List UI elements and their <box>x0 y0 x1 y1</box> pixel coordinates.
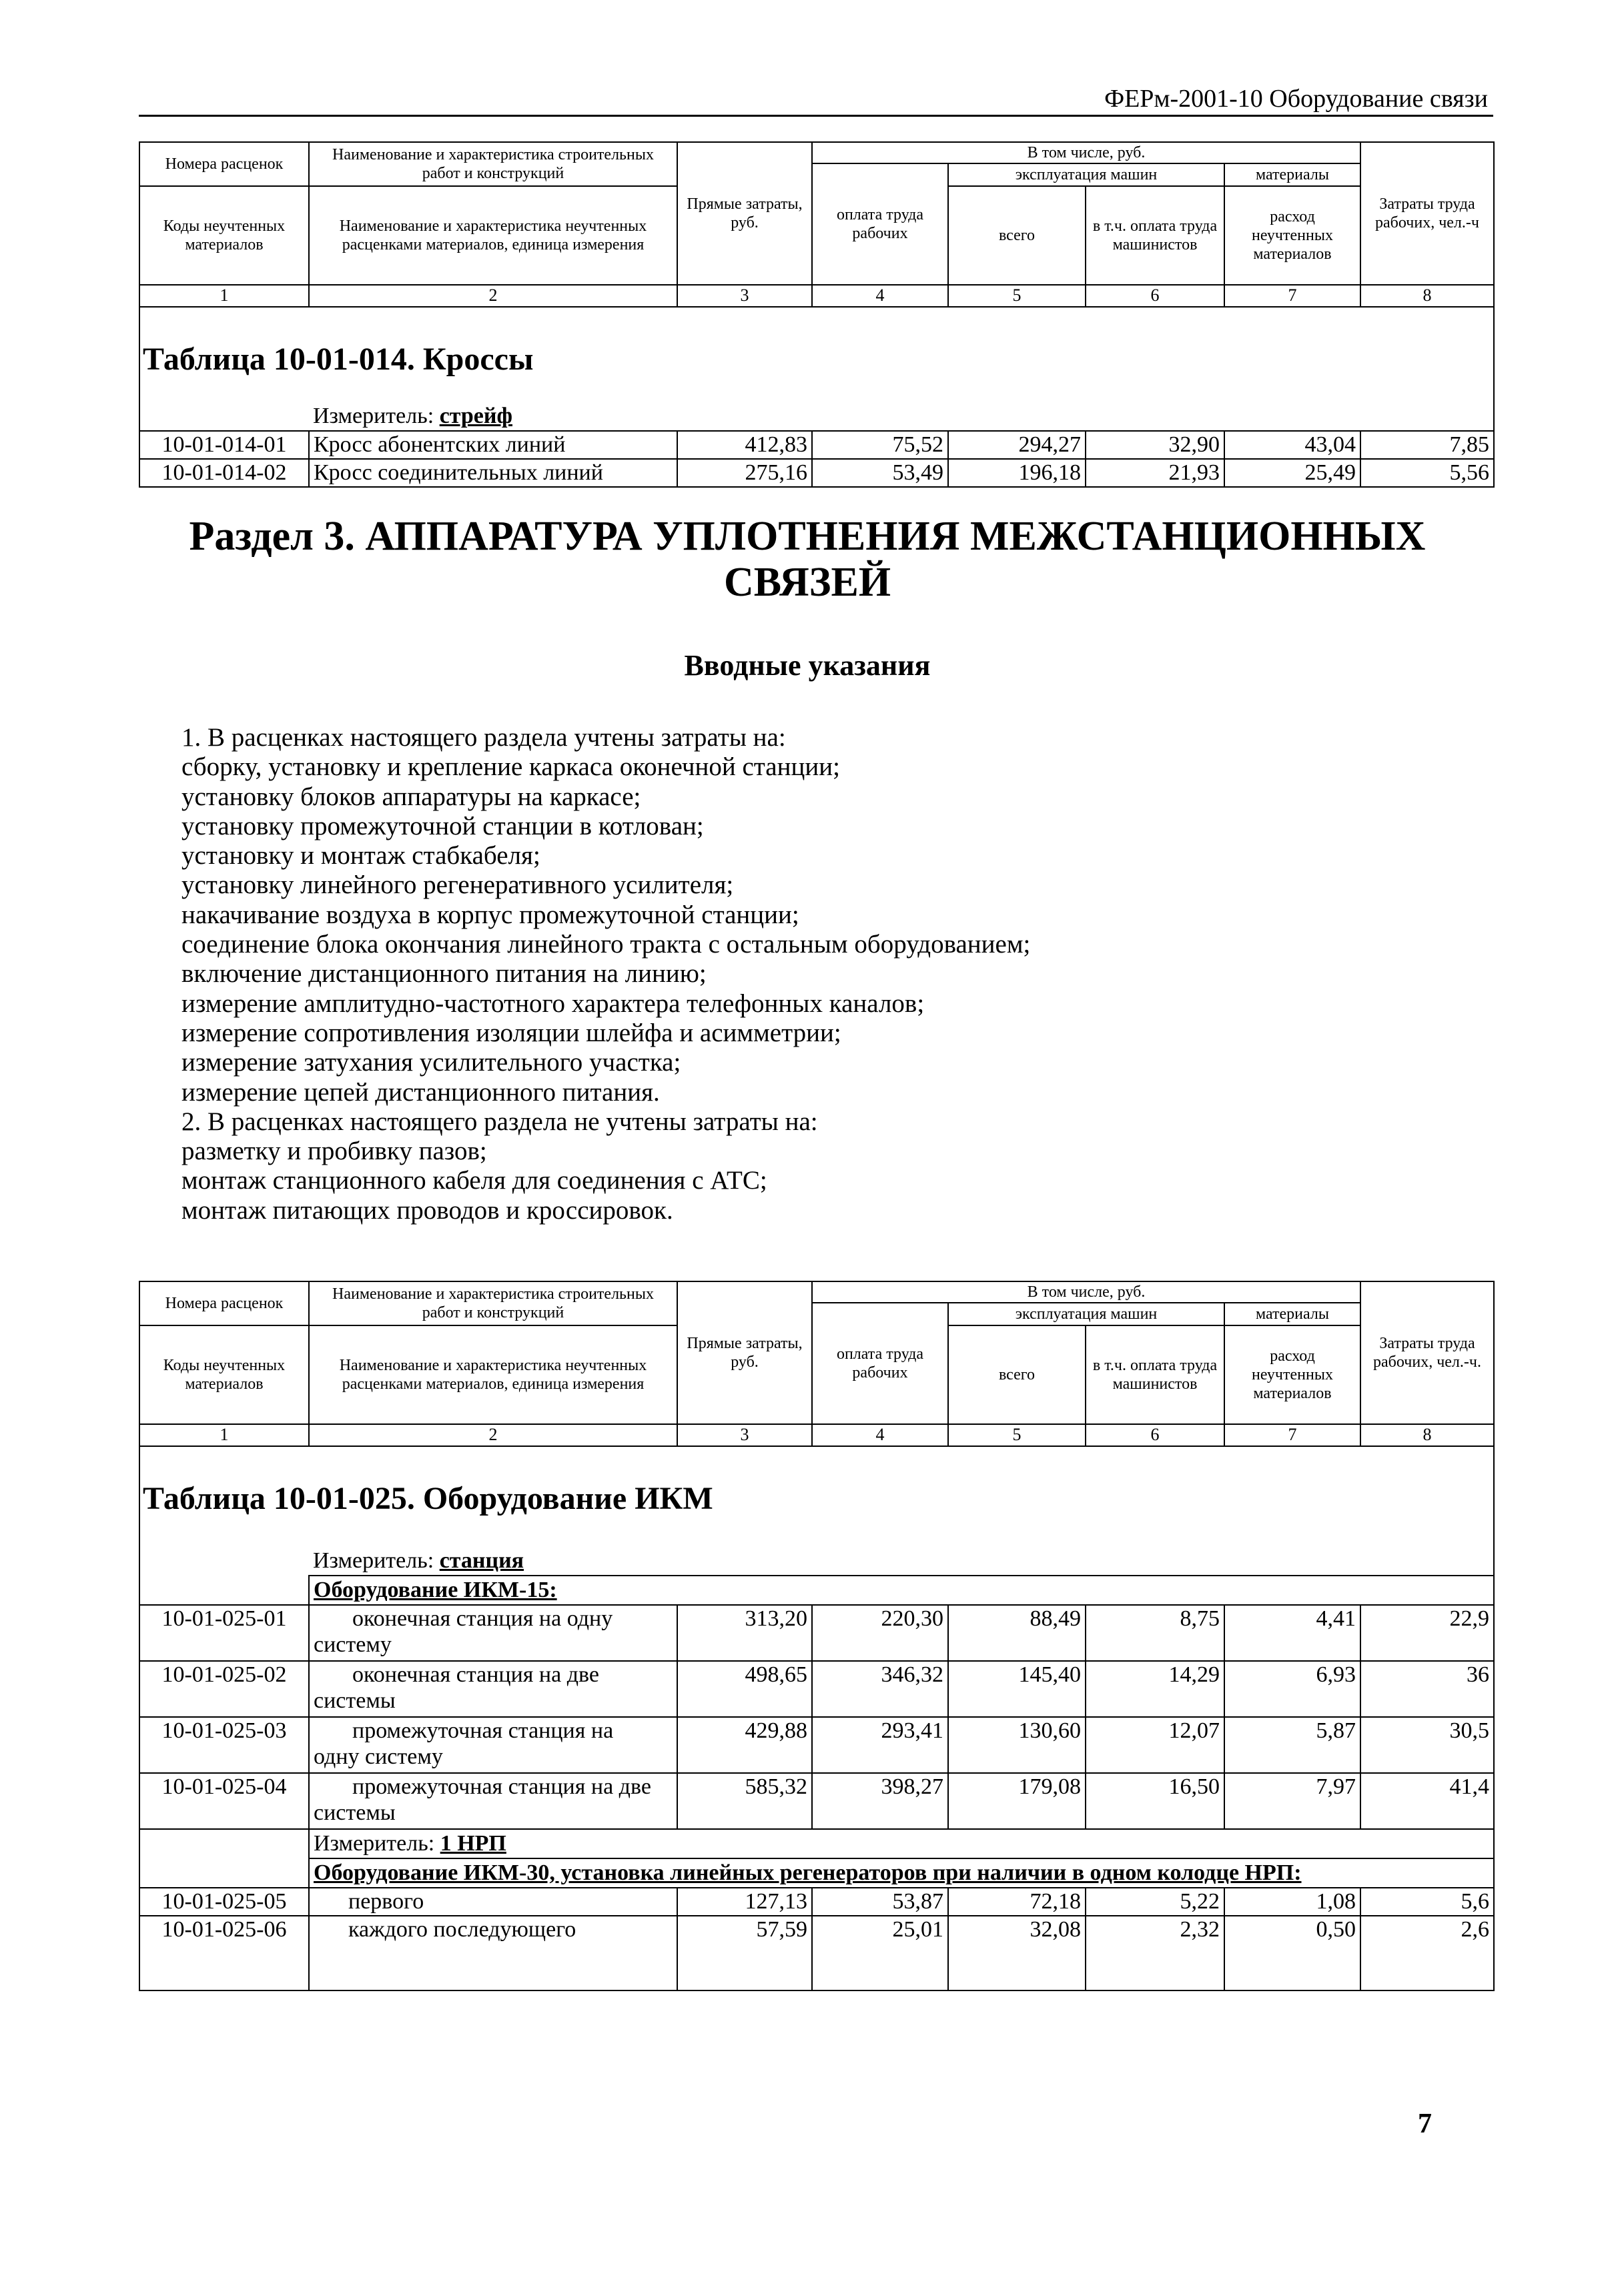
col-num-4: 4 <box>812 1424 948 1446</box>
header-machines: эксплуатация машин <box>948 163 1224 186</box>
col-num-2: 2 <box>309 1424 677 1446</box>
header-machines: эксплуатация машин <box>948 1303 1224 1325</box>
header-including: В том числе, руб. <box>812 1281 1360 1303</box>
header-operators-pay: в т.ч. оплата труда машинистов <box>1086 186 1224 285</box>
section-title: Раздел 3. АППАРАТУРА УПЛОТНЕНИЯ МЕЖСТАНЦИОННЫХ СВЯЗЕЙ <box>189 514 1426 606</box>
header-materials: материалы <box>1224 1303 1360 1325</box>
col-num-5: 5 <box>948 285 1086 307</box>
col-num-5: 5 <box>948 1424 1086 1446</box>
header-machines-total: всего <box>948 186 1086 285</box>
header-direct-costs: Прямые затраты, руб. <box>677 142 812 285</box>
col-num-6: 6 <box>1086 1424 1224 1446</box>
col-num-3: 3 <box>677 1424 812 1446</box>
running-head: ФЕРм-2001-10 Оборудование связи <box>1104 85 1488 113</box>
page-number: 7 <box>1418 2109 1432 2139</box>
header-direct-costs: Прямые затраты, руб. <box>677 1281 812 1424</box>
header-materials: материалы <box>1224 163 1360 186</box>
header-materials-use: расход неучтенных материалов <box>1224 1325 1360 1424</box>
table-row: 10-01-025-04 промежуточная станция на две системы 585,32 398,27 179,08 16,50 7,97 41,4 <box>139 1773 1494 1829</box>
header-material-codes: Коды неучтенных материалов <box>139 1325 309 1424</box>
table-row: 10-01-014-02 Кросс соединительных линий 275,16 53,49 196,18 21,93 25,49 5,56 <box>139 459 1494 487</box>
header-rule <box>139 115 1493 117</box>
intro-title: Вводные указания <box>684 649 931 682</box>
measure-unit: Измеритель: стрейф <box>309 402 1494 431</box>
col-num-3: 3 <box>677 285 812 307</box>
header-rate-numbers: Номера расценок <box>139 1281 309 1325</box>
header-machines-total: всего <box>948 1325 1086 1424</box>
header-labor-pay: оплата труда рабочих <box>812 1303 948 1424</box>
measure-unit: Измеритель: 1 НРП <box>309 1829 1494 1858</box>
table-title: Таблица 10-01-014. Кроссы <box>139 307 1494 402</box>
col-num-8: 8 <box>1360 285 1494 307</box>
table-row: 10-01-025-06 каждого последующего 57,59 25,01 32,08 2,32 0,50 2,6 <box>139 1916 1494 1990</box>
col-num-7: 7 <box>1224 1424 1360 1446</box>
group-heading: Оборудование ИКМ-30, установка линейных регенераторов при наличии в одном колодце НРП: <box>309 1858 1494 1888</box>
header-labor-pay: оплата труда рабочих <box>812 163 948 285</box>
intro-text: 1. В расценках настоящего раздела учтены затраты на: сборку, установку и крепление каркаса оконечной станции; установку блоков аппаратуры на каркасе; установку промежуточной станции в котлован; установку и монтаж стабкабеля; установку линейного регенеративного усилителя; накачивание воздуха в корпус промежуточной станции; соединение блока окончания линейного тракта с остальным оборудованием; включение дистанционного питания на линию; измерение амплитудно-частотного характера телефонных каналов; измерение сопротивления изоляции шлейфа и асимметрии; измерение затухания усилительного участка; измерение цепей дистанционного питания. 2. В расценках настоящего раздела не учтены затраты на: разметку и пробивку пазов; монтаж станционного кабеля для соединения с АТС; монтаж питающих проводов и кроссировок. <box>181 723 1031 1225</box>
header-rate-numbers: Номера расценок <box>139 142 309 186</box>
header-operators-pay: в т.ч. оплата труда машинистов <box>1086 1325 1224 1424</box>
measure-unit: Измеритель: станция <box>309 1547 1494 1576</box>
table-row: 10-01-025-02 оконечная станция на две системы 498,65 346,32 145,40 14,29 6,93 36 <box>139 1661 1494 1717</box>
table-title: Таблица 10-01-025. Оборудование ИКМ <box>139 1446 1494 1547</box>
table-10-01-025 <box>139 1281 1495 1991</box>
header-labor-hours: Затраты труда рабочих, чел.-ч. <box>1360 1281 1494 1424</box>
table-10-01-014 <box>139 141 1495 488</box>
col-num-1: 1 <box>139 1424 309 1446</box>
header-including: В том числе, руб. <box>812 142 1360 163</box>
col-num-6: 6 <box>1086 285 1224 307</box>
header-material-names: Наименование и характеристика неучтенных расценками материалов, единица измерения <box>309 1325 677 1424</box>
table-row: 10-01-014-01 Кросс абонентских линий 412,83 75,52 294,27 32,90 43,04 7,85 <box>139 431 1494 459</box>
header-labor-hours: Затраты труда рабочих, чел.-ч <box>1360 142 1494 285</box>
header-material-names: Наименование и характеристика неучтенных расценками материалов, единица измерения <box>309 186 677 285</box>
col-num-4: 4 <box>812 285 948 307</box>
col-num-1: 1 <box>139 285 309 307</box>
table-row: 10-01-025-01 оконечная станция на одну систему 313,20 220,30 88,49 8,75 4,41 22,9 <box>139 1605 1494 1661</box>
table-row: 10-01-025-03 промежуточная станция на одну систему 429,88 293,41 130,60 12,07 5,87 30,5 <box>139 1717 1494 1773</box>
col-num-7: 7 <box>1224 285 1360 307</box>
header-work-name: Наименование и характеристика строительных работ и конструкций <box>309 142 677 186</box>
header-work-name: Наименование и характеристика строительных работ и конструкций <box>309 1281 677 1325</box>
col-num-8: 8 <box>1360 1424 1494 1446</box>
header-material-codes: Коды неучтенных материалов <box>139 186 309 285</box>
col-num-2: 2 <box>309 285 677 307</box>
group-heading: Оборудование ИКМ-15: <box>309 1576 1494 1605</box>
table-row: 10-01-025-05 первого 127,13 53,87 72,18 5,22 1,08 5,6 <box>139 1888 1494 1916</box>
header-materials-use: расход неучтенных материалов <box>1224 186 1360 285</box>
